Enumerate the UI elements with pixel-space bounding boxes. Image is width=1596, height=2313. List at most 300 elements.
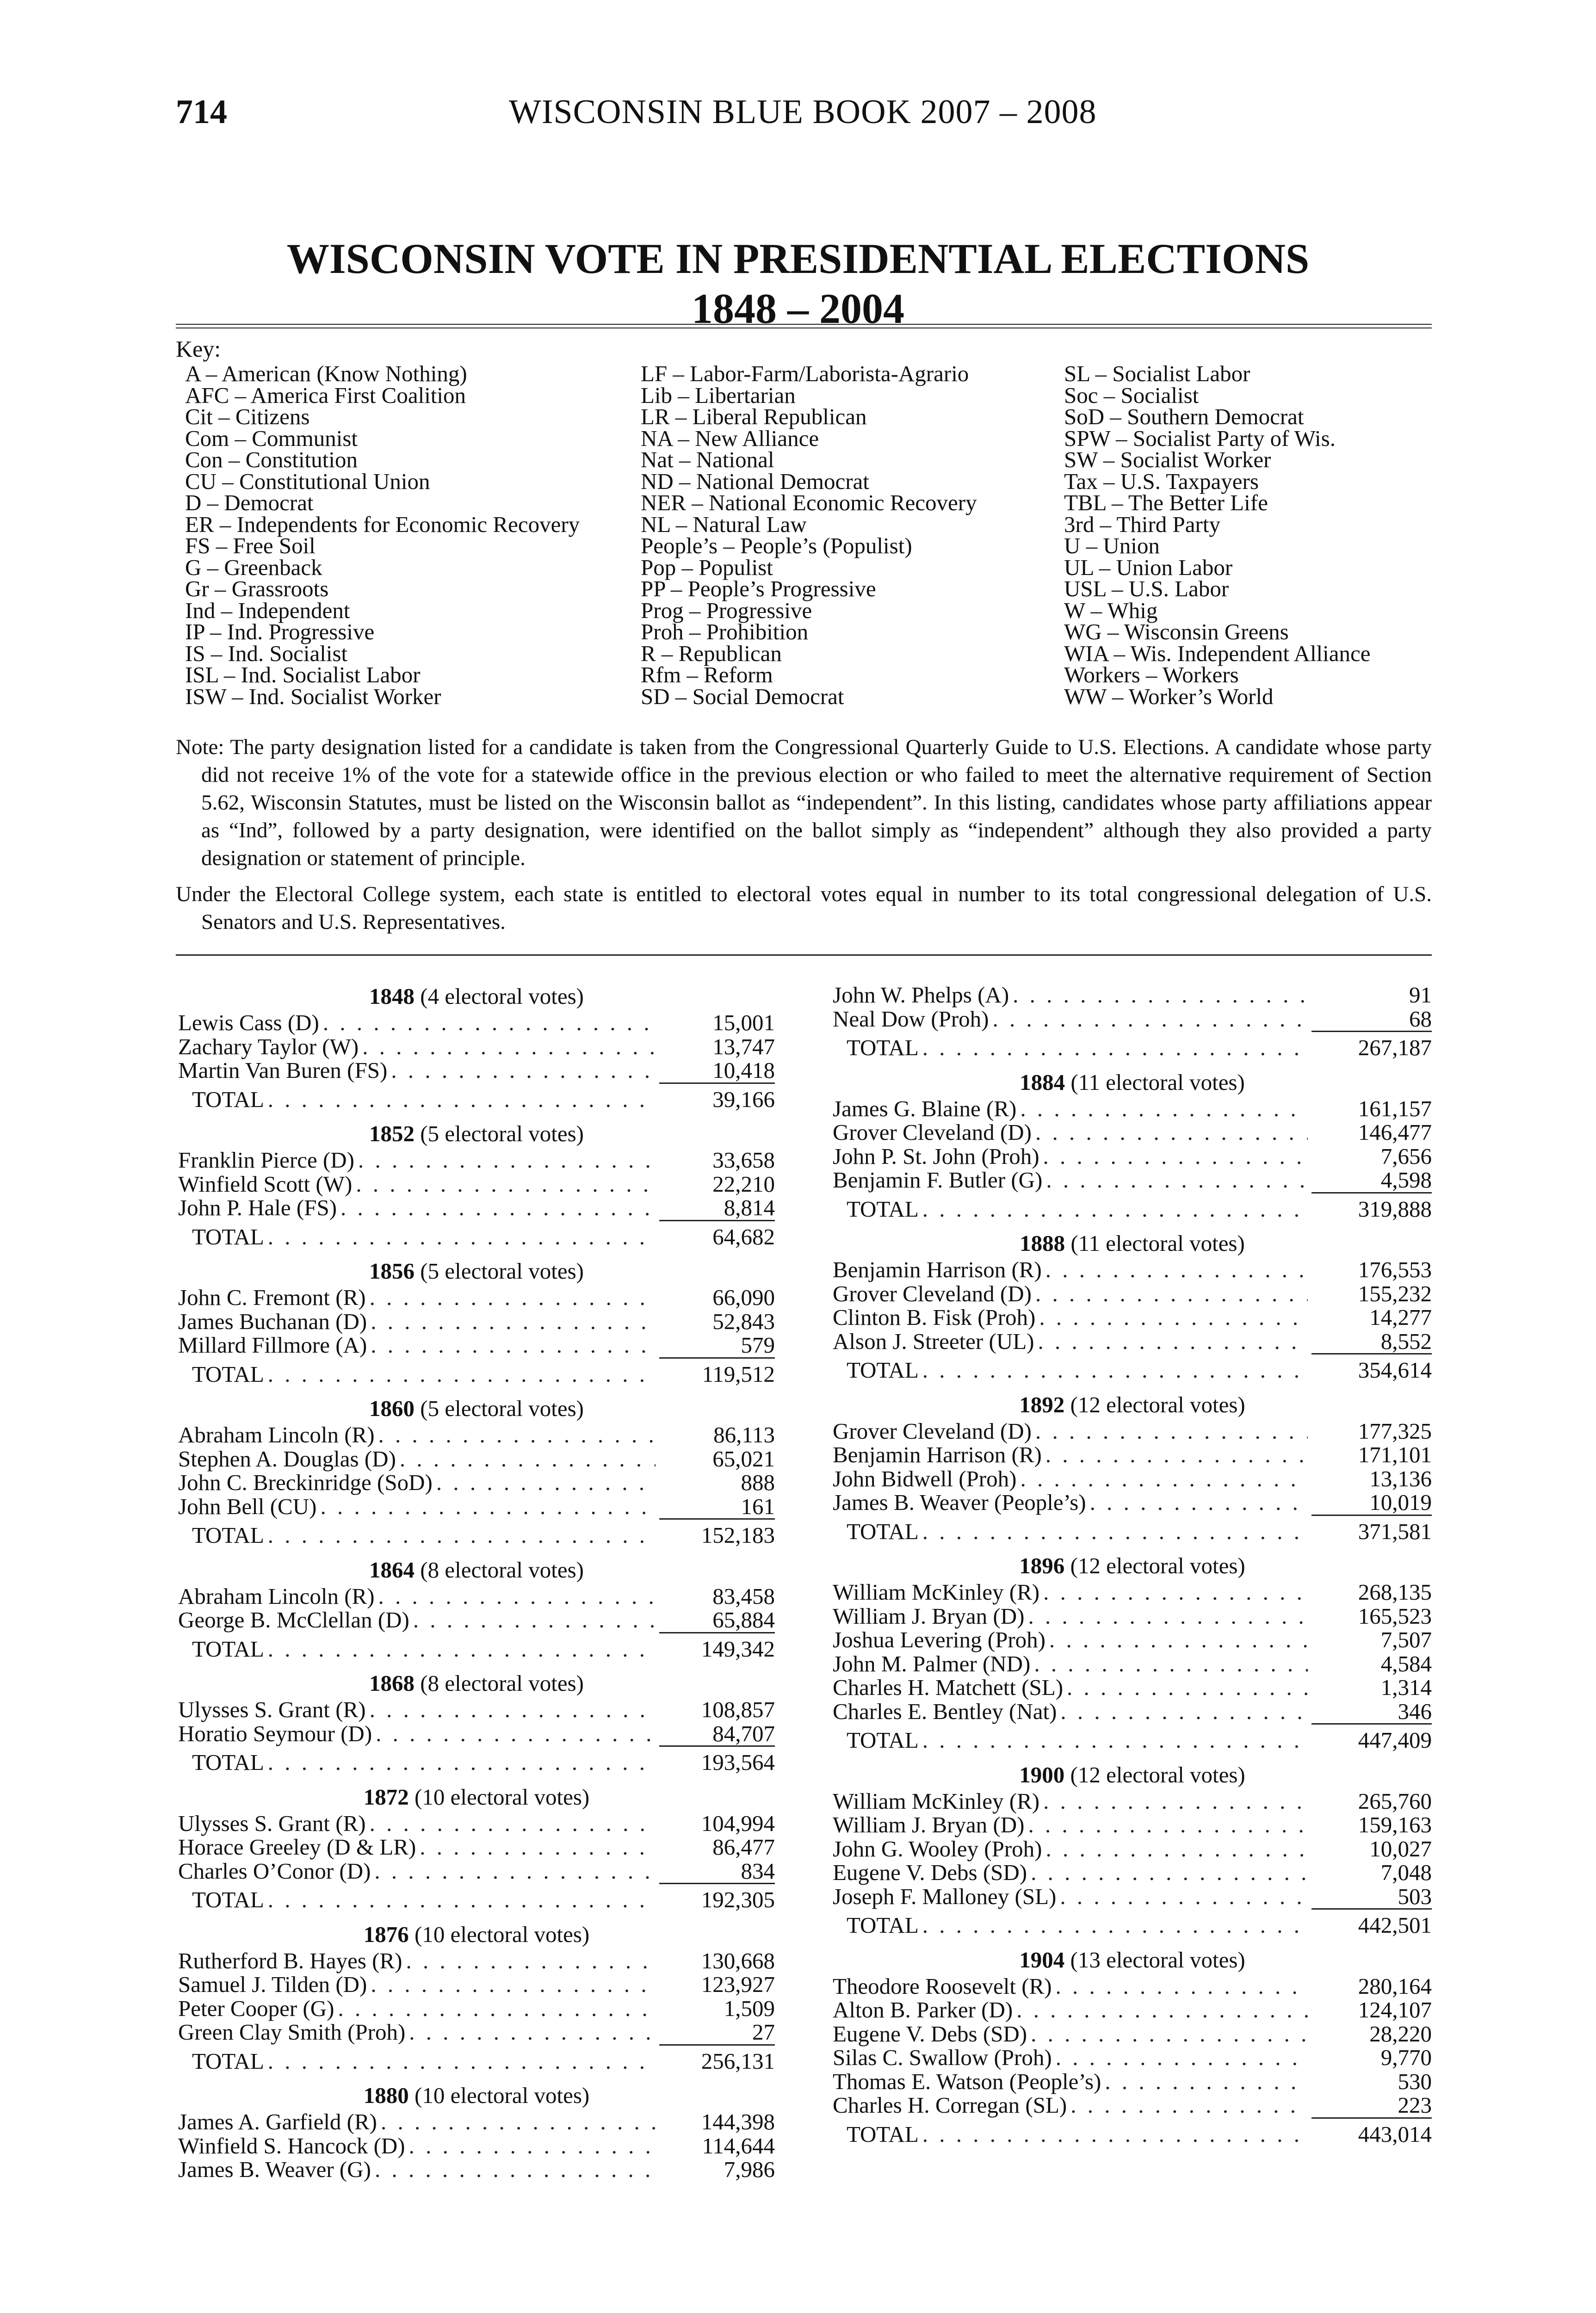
dot-leader <box>268 1637 656 1661</box>
candidate-name: Winfield S. Hancock (D) <box>178 2133 405 2158</box>
candidate-row <box>178 2158 775 2182</box>
note-electoral-college: Under the Electoral College system, each state is entitled to electoral votes equal in number to its total congressional delegation of U.S. Senators and U.S. Representatives. <box>176 882 1432 934</box>
candidate-name: John Bell (CU) <box>178 1493 317 1519</box>
total-label: TOTAL <box>847 1357 919 1383</box>
elections-left-column <box>178 983 775 2191</box>
candidate-name: James G. Blaine (R) <box>833 1095 1017 1121</box>
candidate-row <box>833 1580 1432 1604</box>
election-heading <box>178 1670 775 1697</box>
electoral-votes: (8 electoral votes) <box>414 1557 584 1583</box>
dot-leader <box>1045 1258 1308 1282</box>
candidate-votes: 834 <box>659 1859 775 1885</box>
candidate-votes: 144,398 <box>701 2109 775 2134</box>
dot-leader <box>1020 1467 1308 1491</box>
page-title <box>0 234 1596 334</box>
election-year: 1860 <box>369 1396 415 1421</box>
election-year: 1888 <box>1020 1231 1065 1256</box>
election-heading <box>833 1552 1432 1579</box>
candidate-votes: 130,668 <box>701 1948 775 1973</box>
election-year: 1904 <box>1019 1947 1065 1973</box>
candidate-name: Rutherford B. Hayes (R) <box>178 1948 402 1973</box>
total-row <box>833 2122 1432 2146</box>
dot-leader <box>320 1495 656 1519</box>
election-heading <box>833 1230 1432 1257</box>
candidate-name: Horatio Seymour (D) <box>178 1720 372 1746</box>
total-row <box>178 1362 775 1386</box>
total-label: TOTAL <box>192 1750 264 1775</box>
candidate-name: Ulysses S. Grant (R) <box>178 1697 366 1722</box>
candidate-row <box>833 1419 1432 1443</box>
candidate-name: Benjamin Harrison (R) <box>833 1257 1042 1282</box>
candidate-row <box>178 1608 775 1633</box>
dot-leader <box>323 1011 656 1035</box>
dot-leader <box>1038 1330 1308 1354</box>
total-votes: 39,166 <box>712 1086 775 1112</box>
dot-leader <box>400 1447 656 1471</box>
election-year: 1852 <box>369 1121 415 1146</box>
key-entry: WW – Worker’s World <box>1064 683 1274 709</box>
candidate-name: Benjamin Harrison (R) <box>833 1442 1042 1467</box>
key-entry: Nat – National <box>641 447 774 472</box>
candidate-name: James Buchanan (D) <box>178 1308 367 1334</box>
key-entry: SPW – Socialist Party of Wis. <box>1064 425 1336 451</box>
candidate-row <box>178 1011 775 1035</box>
total-votes: 256,131 <box>701 2048 775 2074</box>
dot-leader <box>378 1584 656 1608</box>
candidate-row <box>833 1305 1432 1330</box>
dot-leader <box>922 2122 1308 2146</box>
candidate-votes: 28,220 <box>1369 2021 1432 2047</box>
dot-leader <box>268 1523 656 1547</box>
key-entry: Ind – Independent <box>185 597 350 623</box>
candidate-row <box>833 1789 1432 1813</box>
total-votes: 371,581 <box>1358 1518 1432 1544</box>
candidate-row <box>833 1837 1432 1861</box>
candidate-row <box>833 1700 1432 1725</box>
dot-leader <box>370 1698 656 1722</box>
electoral-votes: (11 electoral votes) <box>1065 1231 1245 1256</box>
key-entry: USL – U.S. Labor <box>1064 576 1229 601</box>
key-entry: D – Democrat <box>185 490 314 515</box>
candidate-votes: 159,163 <box>1358 1812 1432 1837</box>
candidate-votes: 8,814 <box>659 1196 775 1221</box>
dot-leader <box>268 1750 656 1775</box>
candidate-row <box>833 1676 1432 1700</box>
dot-leader <box>1046 1168 1308 1192</box>
key-entry: WIA – Wis. Independent Alliance <box>1064 640 1371 666</box>
total-row <box>833 1358 1432 1382</box>
key-entry: SD – Social Democrat <box>641 683 844 709</box>
candidate-votes: 52,843 <box>712 1308 775 1334</box>
candidate-name: Zachary Taylor (W) <box>178 1033 359 1059</box>
dot-leader <box>413 1608 656 1632</box>
dot-leader <box>268 1888 656 1912</box>
candidate-name: Neal Dow (Proh) <box>833 1006 989 1032</box>
candidate-votes: 888 <box>741 1470 775 1495</box>
candidate-row <box>178 2020 775 2046</box>
total-row <box>178 1888 775 1912</box>
dot-leader <box>1020 1097 1308 1121</box>
title-line-2: 1848 – 2004 <box>692 285 904 332</box>
total-row <box>833 1520 1432 1544</box>
candidate-name: Charles H. Matchett (SL) <box>833 1675 1064 1700</box>
candidate-votes: 15,001 <box>712 1010 775 1035</box>
dot-leader <box>992 1007 1308 1031</box>
candidate-votes: 7,986 <box>724 2157 775 2182</box>
candidate-row <box>178 1471 775 1495</box>
total-label: TOTAL <box>847 1518 919 1544</box>
candidate-row <box>178 1148 775 1172</box>
electoral-votes: (5 electoral votes) <box>414 1121 584 1146</box>
election-year: 1864 <box>369 1557 415 1583</box>
candidate-name: Alton B. Parker (D) <box>833 1997 1013 2022</box>
election-block <box>178 983 775 1111</box>
candidate-votes: 22,210 <box>712 1171 775 1197</box>
candidate-votes: 68 <box>1311 1007 1432 1033</box>
election-block <box>178 2082 775 2182</box>
electoral-votes: (10 electoral votes) <box>408 2083 590 2108</box>
candidate-votes: 1,314 <box>1380 1675 1432 1700</box>
candidate-votes: 66,090 <box>712 1285 775 1310</box>
electoral-votes: (12 electoral votes) <box>1064 1392 1245 1417</box>
candidate-votes: 10,027 <box>1369 1836 1432 1862</box>
dot-leader <box>409 2020 656 2044</box>
election-block <box>178 1557 775 1661</box>
candidate-name: John Bidwell (Proh) <box>833 1466 1017 1491</box>
candidate-name: William McKinley (R) <box>833 1788 1040 1814</box>
dot-leader <box>371 1333 656 1357</box>
key-entry: U – Union <box>1064 533 1160 558</box>
candidate-row <box>178 1035 775 1059</box>
candidate-name: Eugene V. Debs (SD) <box>833 1860 1027 1885</box>
candidate-votes: 4,598 <box>1311 1168 1432 1194</box>
total-row <box>833 1197 1432 1221</box>
candidate-row <box>833 1652 1432 1676</box>
candidate-row <box>178 2134 775 2158</box>
total-label: TOTAL <box>847 1035 919 1060</box>
total-label: TOTAL <box>192 1224 264 1249</box>
candidate-name: Samuel J. Tilden (D) <box>178 1972 367 1997</box>
key-entry: IP – Ind. Progressive <box>185 619 375 644</box>
candidate-votes: 280,164 <box>1358 1973 1432 1999</box>
dot-leader <box>922 1036 1308 1060</box>
title-divider <box>176 324 1432 328</box>
key-entry: A – American (Know Nothing) <box>185 361 467 386</box>
candidate-row <box>833 2046 1432 2070</box>
candidate-votes: 7,507 <box>1380 1627 1432 1652</box>
dot-leader <box>268 1088 656 1112</box>
total-label: TOTAL <box>192 1522 264 1548</box>
candidate-votes: 65,021 <box>712 1446 775 1472</box>
candidate-row <box>833 1604 1432 1628</box>
total-row <box>178 1637 775 1661</box>
electoral-votes: (10 electoral votes) <box>408 1921 590 1947</box>
total-row <box>178 1225 775 1249</box>
running-title: WISCONSIN BLUE BOOK 2007 – 2008 <box>509 93 1097 131</box>
candidate-name: Joshua Levering (Proh) <box>833 1627 1045 1652</box>
title-line-1: WISCONSIN VOTE IN PRESIDENTIAL ELECTIONS <box>286 235 1310 282</box>
candidate-name: James B. Weaver (People’s) <box>833 1490 1086 1515</box>
candidate-row <box>178 1859 775 1885</box>
electoral-votes: (13 electoral votes) <box>1064 1947 1245 1973</box>
candidate-row <box>833 1998 1432 2022</box>
candidate-votes: 7,048 <box>1380 1860 1432 1885</box>
key-entry: R – Republican <box>641 640 782 666</box>
candidate-votes: 86,477 <box>712 1834 775 1860</box>
key-entry: W – Whig <box>1064 597 1158 623</box>
dot-leader <box>1043 1580 1308 1604</box>
candidate-row <box>178 1196 775 1221</box>
electoral-votes: (5 electoral votes) <box>414 1258 584 1284</box>
dot-leader <box>358 1148 656 1172</box>
candidate-row <box>833 1861 1432 1885</box>
candidate-name: Grover Cleveland (D) <box>833 1119 1032 1145</box>
key-entry: Gr – Grassroots <box>185 576 329 601</box>
candidate-row <box>178 1333 775 1359</box>
key-column-1 <box>185 363 580 707</box>
candidate-row <box>833 1443 1432 1467</box>
key-entry: TBL – The Better Life <box>1064 490 1268 515</box>
dot-leader <box>268 2049 656 2073</box>
electoral-votes: (8 electoral votes) <box>414 1670 584 1696</box>
candidate-votes: 155,232 <box>1358 1280 1432 1306</box>
candidate-row <box>833 1885 1432 1910</box>
election-block <box>833 1947 1432 2146</box>
dot-leader <box>1056 1974 1308 1998</box>
dot-leader <box>922 1728 1308 1752</box>
total-votes: 447,409 <box>1358 1727 1432 1753</box>
candidate-votes: 13,136 <box>1369 1466 1432 1491</box>
electoral-votes: (12 electoral votes) <box>1064 1553 1245 1578</box>
candidate-row <box>833 1144 1432 1169</box>
election-heading <box>178 1784 775 1811</box>
candidate-name: William J. Bryan (D) <box>833 1812 1025 1837</box>
key-entry: UL – Union Labor <box>1064 554 1233 580</box>
total-label: TOTAL <box>192 1361 264 1387</box>
dot-leader <box>409 2134 656 2158</box>
candidate-votes: 4,584 <box>1380 1651 1432 1676</box>
candidate-row <box>833 1007 1432 1033</box>
candidate-row <box>178 1423 775 1447</box>
dot-leader <box>376 1722 656 1746</box>
election-block <box>178 1670 775 1775</box>
dot-leader <box>1013 983 1308 1007</box>
total-votes: 64,682 <box>712 1224 775 1249</box>
dot-leader <box>1045 1837 1308 1861</box>
total-row <box>833 1913 1432 1937</box>
total-votes: 193,564 <box>701 1750 775 1775</box>
dot-leader <box>370 1812 656 1836</box>
candidate-name: Charles H. Corregan (SL) <box>833 2092 1067 2118</box>
candidate-votes: 268,135 <box>1358 1579 1432 1605</box>
candidate-row <box>178 1286 775 1310</box>
dot-leader <box>340 1196 656 1220</box>
election-block <box>178 1921 775 2073</box>
election-year: 1872 <box>363 1784 409 1810</box>
total-votes: 354,614 <box>1358 1357 1432 1383</box>
dot-leader <box>362 1035 656 1059</box>
candidate-votes: 346 <box>1311 1700 1432 1725</box>
key-entry: Prog – Progressive <box>641 597 812 623</box>
key-entry: Tax – U.S. Taxpayers <box>1064 468 1259 494</box>
candidate-row <box>178 1997 775 2021</box>
key-entry: Workers – Workers <box>1064 662 1239 687</box>
election-heading <box>833 1762 1432 1788</box>
candidate-votes: 84,707 <box>659 1722 775 1747</box>
candidate-row <box>178 1584 775 1608</box>
total-row <box>178 1088 775 1112</box>
section-divider <box>176 954 1432 956</box>
election-heading <box>178 1557 775 1583</box>
candidate-name: George B. McClellan (D) <box>178 1607 409 1633</box>
dot-leader <box>1035 1419 1308 1443</box>
candidate-name: John G. Wooley (Proh) <box>833 1836 1042 1862</box>
election-block <box>833 983 1432 1060</box>
electoral-votes: (11 electoral votes) <box>1065 1069 1245 1095</box>
key-entry: LF – Labor-Farm/Laborista-Agrario <box>641 361 969 386</box>
election-heading <box>833 1069 1432 1096</box>
candidate-row <box>833 1974 1432 1998</box>
dot-leader <box>1031 1861 1308 1885</box>
candidate-votes: 1,509 <box>724 1995 775 2021</box>
candidate-votes: 503 <box>1311 1885 1432 1910</box>
candidate-name: Benjamin F. Butler (G) <box>833 1167 1043 1193</box>
candidate-name: Grover Cleveland (D) <box>833 1280 1032 1306</box>
dot-leader <box>381 2110 656 2134</box>
candidate-name: Charles O’Conor (D) <box>178 1858 371 1884</box>
elections-right-column <box>833 983 1432 2155</box>
election-year: 1896 <box>1019 1553 1065 1578</box>
total-votes: 149,342 <box>701 1636 775 1662</box>
total-label: TOTAL <box>192 2048 264 2074</box>
dot-leader <box>922 1197 1308 1221</box>
election-year: 1892 <box>1019 1392 1065 1417</box>
electoral-votes: (12 electoral votes) <box>1064 1762 1245 1787</box>
candidate-row <box>178 1973 775 1997</box>
dot-leader <box>371 1310 656 1334</box>
election-heading <box>833 1392 1432 1418</box>
election-block <box>833 1552 1432 1752</box>
key-entry: NER – National Economic Recovery <box>641 490 977 515</box>
key-entry: NL – Natural Law <box>641 511 807 537</box>
total-votes: 192,305 <box>701 1887 775 1912</box>
electoral-votes: (5 electoral votes) <box>414 1396 584 1421</box>
running-head <box>176 93 1420 143</box>
candidate-row <box>178 1172 775 1196</box>
candidate-row <box>178 2110 775 2134</box>
key-entry: LR – Liberal Republican <box>641 404 867 429</box>
election-block <box>178 1784 775 1912</box>
candidate-votes: 171,101 <box>1358 1442 1432 1467</box>
candidate-name: Martin Van Buren (FS) <box>178 1058 388 1083</box>
dot-leader <box>1031 2022 1308 2046</box>
dot-leader <box>378 1423 656 1447</box>
election-block <box>833 1069 1432 1221</box>
candidate-votes: 7,656 <box>1380 1143 1432 1169</box>
candidate-row <box>178 1698 775 1722</box>
candidate-row <box>178 1447 775 1471</box>
total-row <box>833 1036 1432 1060</box>
candidate-votes: 27 <box>659 2020 775 2046</box>
election-block <box>833 1392 1432 1544</box>
dot-leader <box>371 1973 656 1997</box>
candidate-votes: 176,553 <box>1358 1257 1432 1282</box>
dot-leader <box>1060 1700 1308 1724</box>
key-column-2 <box>641 363 977 707</box>
candidate-name: John P. Hale (FS) <box>178 1195 337 1220</box>
election-block <box>178 1258 775 1386</box>
candidate-name: Joseph F. Malloney (SL) <box>833 1883 1057 1909</box>
dot-leader <box>1039 1305 1308 1330</box>
election-year: 1880 <box>363 2083 409 2108</box>
total-label: TOTAL <box>192 1636 264 1662</box>
candidate-votes: 8,552 <box>1311 1330 1432 1355</box>
total-votes: 267,187 <box>1358 1035 1432 1060</box>
election-year: 1848 <box>369 983 415 1009</box>
dot-leader <box>268 1362 656 1386</box>
key-entry: People’s – People’s (Populist) <box>641 533 912 558</box>
key-entry: Com – Communist <box>185 425 358 451</box>
candidate-row <box>833 2093 1432 2119</box>
key-entry: Cit – Citizens <box>185 404 310 429</box>
dot-leader <box>1090 1490 1308 1515</box>
key-entry: SW – Socialist Worker <box>1064 447 1271 472</box>
key-entry: ISW – Ind. Socialist Worker <box>185 683 441 709</box>
page-number: 714 <box>176 93 227 131</box>
key-entry: PP – People’s Progressive <box>641 576 876 601</box>
election-heading <box>178 1258 775 1285</box>
candidate-votes: 33,658 <box>712 1147 775 1173</box>
total-label: TOTAL <box>847 1727 919 1753</box>
total-row <box>178 1523 775 1547</box>
dot-leader <box>1034 1652 1308 1676</box>
election-block <box>178 1395 775 1547</box>
dot-leader <box>375 2158 656 2182</box>
election-heading <box>178 1120 775 1147</box>
dot-leader <box>1028 1604 1308 1628</box>
dot-leader <box>1043 1789 1308 1813</box>
key-entry: Con – Constitution <box>185 447 358 472</box>
election-year: 1900 <box>1019 1762 1065 1787</box>
election-year: 1856 <box>369 1258 415 1284</box>
key-entry: SoD – Southern Democrat <box>1064 404 1304 429</box>
candidate-name: William McKinley (R) <box>833 1579 1040 1605</box>
dot-leader <box>1035 1282 1308 1306</box>
candidate-votes: 10,418 <box>659 1058 775 1084</box>
election-year: 1868 <box>369 1670 415 1696</box>
key-entry: CU – Constitutional Union <box>185 468 430 494</box>
dot-leader <box>922 1520 1308 1544</box>
candidate-row <box>178 1835 775 1859</box>
total-votes: 119,512 <box>702 1361 775 1387</box>
election-heading <box>833 1947 1432 1973</box>
dot-leader <box>1028 1813 1308 1837</box>
candidate-row <box>833 1490 1432 1516</box>
candidate-name: Franklin Pierce (D) <box>178 1147 354 1173</box>
dot-leader <box>1016 1998 1308 2022</box>
dot-leader <box>1049 1628 1308 1652</box>
candidate-row <box>833 1467 1432 1491</box>
key-entry: Proh – Prohibition <box>641 619 809 644</box>
candidate-votes: 124,107 <box>1358 1997 1432 2022</box>
dot-leader <box>436 1471 656 1495</box>
dot-leader <box>1070 2093 1308 2117</box>
candidate-name: Thomas E. Watson (People’s) <box>833 2068 1101 2094</box>
key-entry: AFC – America First Coalition <box>185 382 466 408</box>
candidate-row <box>833 1097 1432 1121</box>
election-heading <box>178 1921 775 1948</box>
dot-leader <box>370 1286 656 1310</box>
